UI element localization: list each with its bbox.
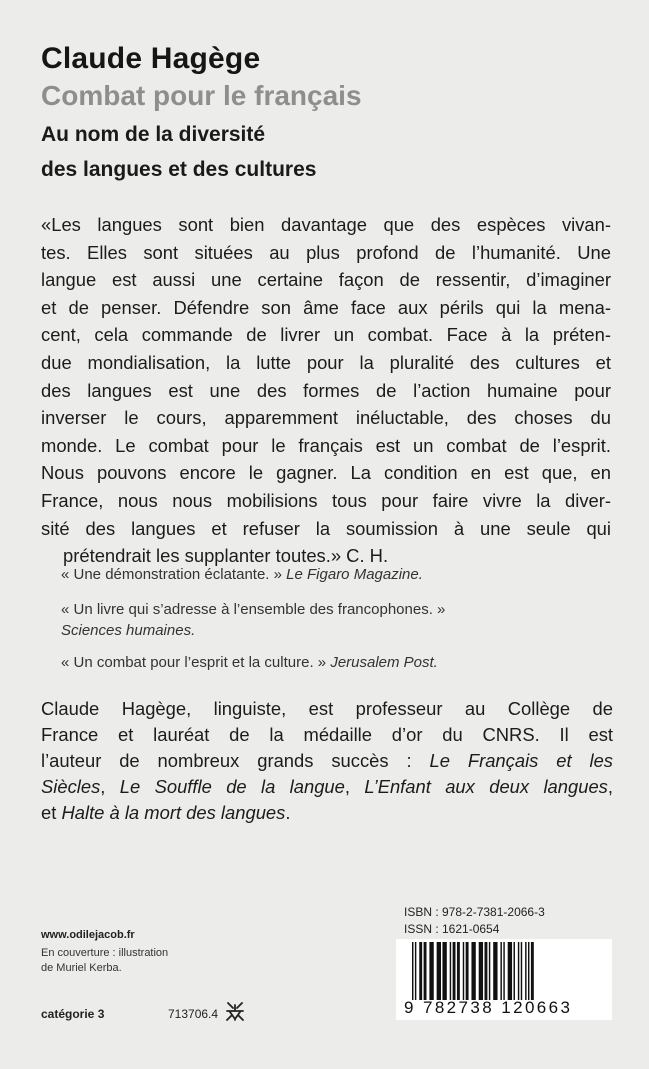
isbn-block xyxy=(404,904,545,938)
bio-separator: , xyxy=(344,776,351,797)
author-bio xyxy=(41,696,613,826)
barcode-bar xyxy=(514,942,515,1000)
barcode-bar xyxy=(453,942,456,1000)
barcode-bar xyxy=(466,942,469,1000)
bio-text: et xyxy=(41,802,57,823)
blurb-line: tes. Elles sont situées au plus profond de l’humanité. Une xyxy=(41,241,611,263)
barcode-bar xyxy=(457,942,460,1000)
book-subtitle xyxy=(41,117,316,187)
press-quote xyxy=(61,652,438,673)
book-ref: L’Enfant aux deux langues xyxy=(364,776,608,797)
bio-text: l’auteur de nombreux grands succès : xyxy=(41,750,412,771)
bio-line xyxy=(41,774,613,800)
barcode-bar xyxy=(437,942,441,1000)
quote-source: Le Figaro Magazine. xyxy=(286,566,423,583)
barcode-bar xyxy=(412,942,413,1000)
cover-credit xyxy=(41,946,168,976)
bio-line xyxy=(41,748,613,774)
blurb-line: et de penser. Défendre son âme face aux périls qui la mena- xyxy=(41,296,611,318)
barcode-bar xyxy=(485,942,488,1000)
barcode-bar xyxy=(471,942,475,1000)
blurb-line: inverser le cours, apparemment inéluctable, des choses du xyxy=(41,407,611,429)
blurb-line: «Les langues sont bien davantage que des espèces vivan- xyxy=(41,214,611,235)
issn-number: ISSN : 1621-0654 xyxy=(404,922,500,936)
blurb-line: sité des langues et refuser la soumission à une seule qui xyxy=(41,517,611,539)
credit-line: En couverture : illustration xyxy=(41,947,169,959)
category-label: catégorie 3 xyxy=(41,1007,105,1021)
quote-text: « Une démonstration éclatante. » xyxy=(61,566,282,583)
press-quote xyxy=(61,599,445,641)
barcode-bar xyxy=(525,942,526,1000)
book-ref: Siècles xyxy=(41,776,101,797)
press-quote xyxy=(61,564,423,585)
product-code: 713706.4 xyxy=(168,1007,219,1021)
quote-source: Jerusalem Post. xyxy=(330,654,438,671)
bio-line: Claude Hagège, linguiste, est professeur au Collège de xyxy=(41,698,613,719)
subtitle-line: Au nom de la diversité xyxy=(41,123,266,146)
book-ref: Le Souffle de la langue xyxy=(119,776,345,797)
barcode-bar xyxy=(521,942,522,1000)
subtitle-line: des langues et des cultures xyxy=(41,158,317,181)
barcode-bar xyxy=(479,942,483,1000)
blurb-line: langue est aussi une certaine façon de ressentir, d’imaginer xyxy=(41,269,611,291)
barcode-bar xyxy=(463,942,464,1000)
barcode-bar xyxy=(500,942,501,1000)
barcode-bar xyxy=(508,942,512,1000)
barcode-bar xyxy=(531,942,534,1000)
barcode-bar xyxy=(442,942,446,1000)
publisher-website: www.odilejacob.fr xyxy=(41,929,135,941)
blurb-line: prétendrait les supplanter toutes.» C. H. xyxy=(63,545,389,567)
barcode-bar xyxy=(489,942,490,1000)
blurb-line: monde. Le combat pour le français est un combat de l’esprit. xyxy=(41,434,611,456)
bio-separator: , xyxy=(607,776,613,797)
barcode-bar xyxy=(424,942,427,1000)
book-title: Combat pour le français xyxy=(41,80,362,111)
book-ref: Le Français et les xyxy=(429,750,613,771)
barcode xyxy=(404,942,604,1000)
blurb-line: Nous pouvons encore le gagner. La condition en est que, en xyxy=(41,462,611,484)
barcode-bar xyxy=(415,942,416,1000)
book-ref: Halte à la mort des langues xyxy=(61,802,286,823)
bio-period: . xyxy=(285,802,291,823)
barcode-digits: 9 782738 120663 xyxy=(404,998,573,1017)
credit-line: de Muriel Kerba. xyxy=(41,962,122,974)
author-name: Claude Hagège xyxy=(41,42,261,75)
bio-line xyxy=(41,800,613,826)
quote-text: « Un livre qui s’adresse à l’ensemble des francophones. » xyxy=(61,601,446,618)
barcode-bar xyxy=(493,942,497,1000)
barcode-bar xyxy=(528,942,529,1000)
blurb-line: cent, cela commande de livrer un combat. Face à la préten- xyxy=(41,324,611,346)
publisher-logo-icon xyxy=(224,1000,246,1022)
quote-text: « Un combat pour l’esprit et la culture. » xyxy=(61,654,327,671)
barcode-bar xyxy=(419,942,422,1000)
blurb-line: due mondialisation, la lutte pour la pluralité des cultures et xyxy=(41,351,611,373)
barcode-bar xyxy=(503,942,504,1000)
blurb-line: des langues est une des formes de l’action humaine pour xyxy=(41,379,611,401)
blurb-line: France, nous nous mobilisions tous pour faire vivre la diver- xyxy=(41,489,611,511)
barcode-bar xyxy=(429,942,433,1000)
barcode-bar xyxy=(450,942,451,1000)
isbn-number: ISBN : 978-2-7381-2066-3 xyxy=(404,905,545,919)
blurb-paragraph xyxy=(41,211,611,570)
barcode-bar xyxy=(518,942,519,1000)
bio-separator: , xyxy=(100,776,106,797)
bio-line: France et lauréat de la médaille d’or du CNRS. Il est xyxy=(41,724,613,745)
quote-source: Sciences humaines. xyxy=(61,622,196,639)
